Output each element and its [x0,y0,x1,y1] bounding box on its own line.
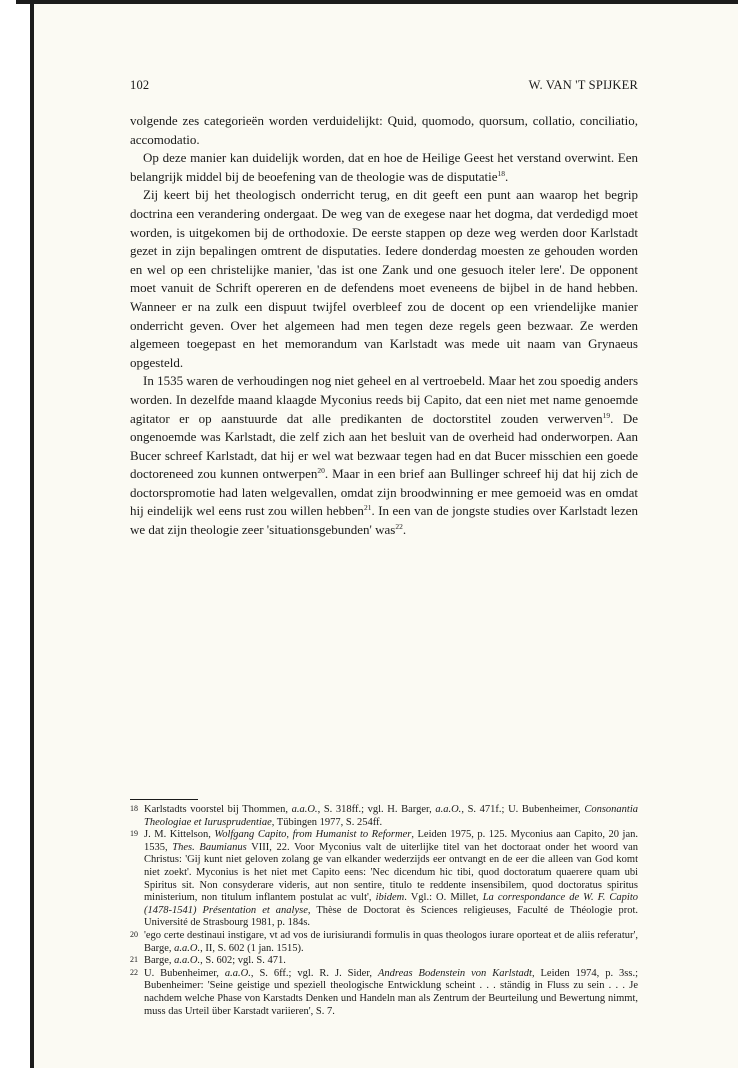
footnotes [130,804,638,1018]
footnote-text: 'ego certe destinaui instigare, vt ad vos de iurisiurandi formulis in quas theologos iurare oporteat et de aliis referatur', Barge, [144,929,638,954]
footnote-text: , II, S. 602 (1 jan. 1515). [200,942,304,954]
page-header [130,78,638,96]
footnote-italic: Wolfgang Capito, from Humanist to Reformer [214,829,412,841]
footnote-mark: 21 [130,955,138,965]
paragraph-4 [130,372,638,539]
footnote-italic: a.a.O. [435,804,462,815]
footnote-text: , S. 471f.; U. Bubenheimer, [461,804,585,815]
footnote-mark: 20 [130,929,138,939]
paragraph-1 [130,112,638,149]
footnote-text: , S. 6ff.; vgl. R. J. Sider, [250,967,378,979]
body-text [130,112,638,540]
paragraph-3-text: Zij keert bij het theologisch onderricht terug, en dit geeft een punt aan waarop het begrip doctrina een verandering ondergaat. De weg van de exegese naar het dogma, dat verdedigd moet worden, is uitgekomen bij de orthodoxie. De eerste stappen op deze weg werden door Karlstadt gezet in zijn bepalingen omtrent de disputaties. Iedere donderdag moesten ze gehouden worden en wel op een christelijke manier, 'das ist one Zank und one gesuoch iteler lere'. De opponent moet vanuit de Schrift opereren en de defendens moet eveneens de bijbel in de hand hebben. Wanneer er na zulk een dispuut twijfel overbleef zou de docent op een vriendelijke manier onderricht geven. Over het algemeen had men tegen deze regels geen bezwaar. Ze werden algemeen toegepast en het memorandum van Karlstadt was mede uit naam van Grynaeus opgesteld. [130,187,638,370]
footnote-text: VIII, 22. Voor Myconius valt de uiterlijke titel van het doctoraat onder het woord van Christus: 'Gij kunt niet geloven zolang ge van elkander wederzijds eer ontvangt en de eer die alleen van God komt niet zoekt'. Myconius is het niet met Capito eens: 'Nec dicendum hic tibi, quod doctoratum quaerere quam ubi Spiritus sit. Non consyderare videris, aut non sentire, titulo te reddente insensibilem, quod doctoratus spiritus ministerium, non titulum inflantem postulat ac vult', [144,841,639,904]
footnote-italic: ibidem [375,892,405,904]
footnote-text: , S. 318ff.; vgl. H. Barger, [317,804,436,815]
paragraph-4-text-a: In 1535 waren de verhoudingen nog niet geheel en al vertroebeld. Maar het zou spoedig anders worden. In dezelfde maand klaagde Myconius reeds bij Capito, dat een niet met name genoemde agitator er op aanstuurde dat alle predikanten de doctorstitel zouden verwerven [130,373,638,426]
footnote-italic: a.a.O. [291,804,318,815]
paragraph-4-text-c: . Maar in een brief aan Bullinger schreef hij dat hij zich de doctorspromotie had laten welgevallen, omdat zijn broodwinning er mee gemoeid was en omdat hij eindelijk wel eens rust zou willen hebben [130,466,638,519]
page-number: 102 [130,78,150,92]
footnote-italic: Consonantia Theologiae et Iurusprudentiae [144,804,638,828]
footnote-text: Karlstadts voorstel bij Thommen, [144,804,292,815]
footnote-text: , S. 602; vgl. S. 471. [200,955,286,967]
footnote-21 [130,955,638,968]
footnote-text: , Leiden 1975, p. 125. Myconius aan Capito, 20 jan. 1535, [144,829,638,853]
footnote-mark: 18 [130,804,138,813]
footnote-text: J. M. Kittelson, [144,829,215,841]
paragraph-4-text-e: . [402,522,407,538]
paragraph-4-text-b: . De ongenoemde was Karlstadt, die zelf zich aan het besluit van de overheid had onderworpen. Aan Bucer schreef Karlstadt, dat hij er wel wat bezwaar tegen had en dat Bucer misschien een goede doctoreneed zou kunnen ontwerpen [130,410,638,482]
footnote-text: , Leiden 1974, p. 3ss.; Bubenheimer: 'Seine geistige und speziell theologische Entwicklung scheint . . . ständig in Fluss zu sein . . . Je nachdem welche Phase von Karstadts Denken und Handeln man als Zentrum der Beurteilung und Bewertung nimmt, muss das Urteil über Karstadt variieren', S. 7. [144,967,638,1017]
footnote-italic: a.a.O. [224,967,251,979]
footnote-italic: La correspondance de W. F. Capito (1478-1541) Présentation et analyse [144,892,638,916]
footnote-20 [130,930,638,955]
footnote-ref-22[interactable]: 22 [395,522,403,532]
footnote-mark: 19 [130,829,138,839]
paragraph-4-text-d: . In een van de jongste studies over Karlstadt lezen we dat zijn theologie zeer 'situationsgebunden' was [130,503,638,538]
footnote-text: , Thèse de Doctorat ès Sciences religieuses, Faculté de Théologie prot. Université de Strasbourg 1981, p. 184s. [144,904,638,929]
footnote-italic: a.a.O. [174,942,201,954]
running-head: W. VAN 'T SPIJKER [528,78,638,92]
footnote-ref-19[interactable]: 19 [602,410,611,420]
footnote-19 [130,829,638,930]
paragraph-2-end: . [505,168,509,184]
footnote-italic: Andreas Bodenstein von Karlstadt [377,967,532,979]
footnote-italic: Thes. Baumianus [172,841,247,853]
footnote-text: . Vgl.: O. Millet, [404,892,483,904]
paragraph-1-text: volgende zes categorieën worden verduidelijkt: Quid, quomodo, quorsum, collatio, conciliatio, accomodatio. [130,113,638,147]
paragraph-3 [130,186,638,372]
footnote-mark: 22 [130,967,138,977]
footnote-italic: a.a.O. [174,955,201,967]
footnote-separator [130,799,198,800]
footnote-ref-18[interactable]: 18 [497,168,506,178]
footnote-text: Barge, [144,955,175,967]
footnote-text: , Tübingen 1977, S. 254ff. [271,816,383,828]
footnote-text: U. Bubenheimer, [144,967,225,979]
footnote-ref-20[interactable]: 20 [317,466,325,476]
paragraph-2-text: Op deze manier kan duidelijk worden, dat en hoe de Heilige Geest het verstand overwint. Een belangrijk middel bij de beoefening van de theologie was de disputatie [130,150,638,184]
footnote-22 [130,968,638,1018]
footnote-18 [130,804,638,829]
footnote-ref-21[interactable]: 21 [363,503,372,513]
paragraph-2 [130,149,638,186]
